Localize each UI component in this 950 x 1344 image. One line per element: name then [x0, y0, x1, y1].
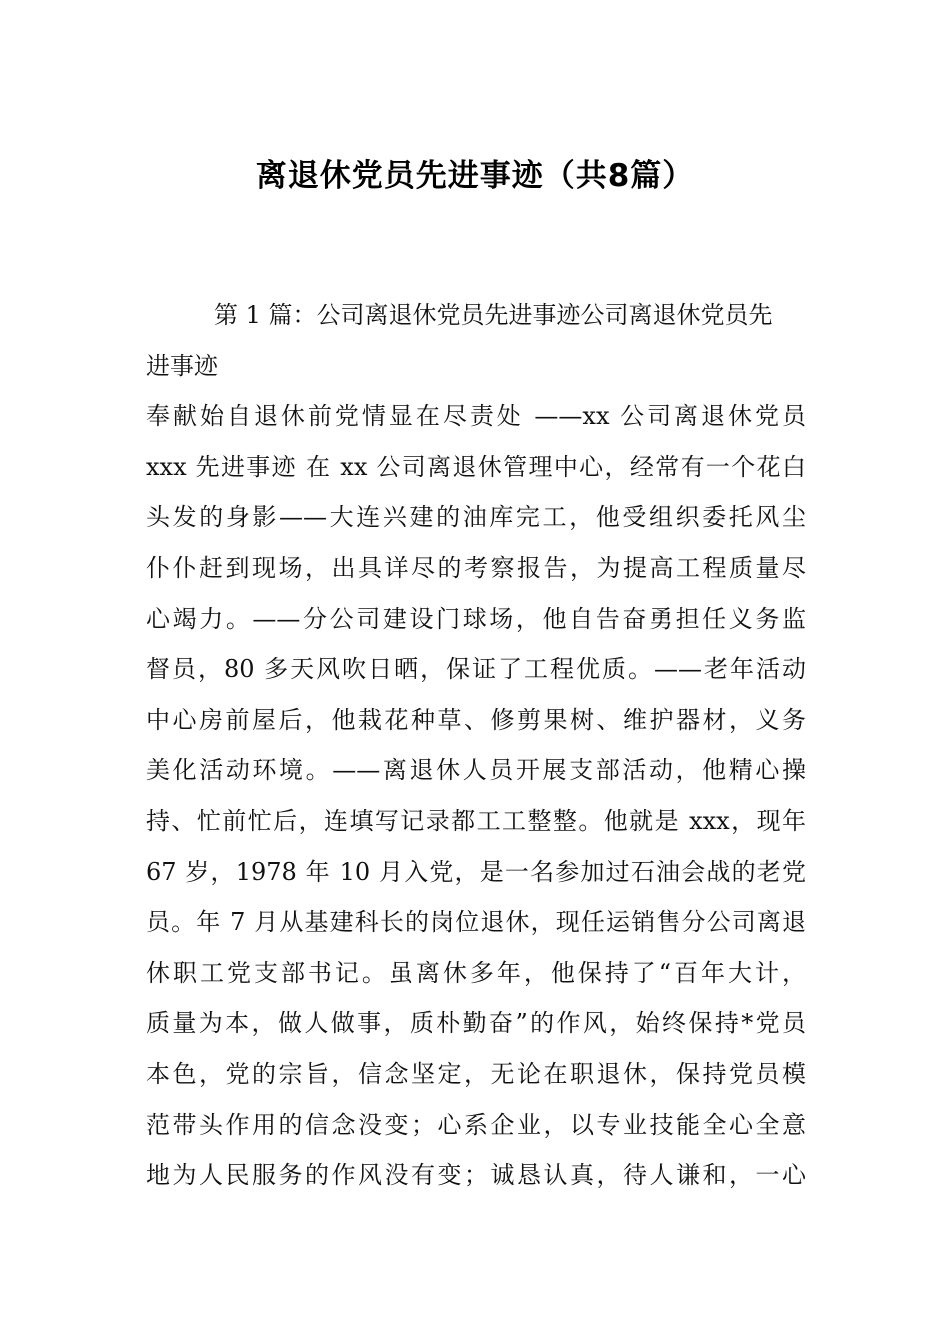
document-title: 离退休党员先进事迹（共8篇）	[255, 158, 695, 194]
body-line: 休职工党支部书记。虽离休多年，他保持了“百年大计，	[146, 958, 806, 987]
body-line: 质量为本，做人做事，质朴勤奋”的作风，始终保持*党员	[146, 1009, 806, 1038]
body-line: 持、忙前忙后，连填写记录都工工整整。他就是 xxx，现年	[146, 806, 806, 835]
document-body	[146, 290, 806, 1201]
body-line: 67 岁，1978 年 10 月入党，是一名参加过石油会战的老党	[146, 857, 806, 886]
body-line: 中心房前屋后，他栽花种草、修剪果树、维护器材，义务	[146, 705, 806, 734]
body-line: 员。年 7 月从基建科长的岗位退休，现任运销售分公司离退	[146, 908, 806, 937]
body-line: 地为人民服务的作风没有变；诚恳认真，待人谦和，一心	[146, 1161, 806, 1190]
body-line: 进事迹	[146, 351, 218, 380]
body-line: 仆仆赶到现场，出具详尽的考察报告，为提高工程质量尽	[146, 553, 806, 582]
body-line: 本色，党的宗旨，信念坚定，无论在职退休，保持党员模	[146, 1059, 806, 1088]
body-line: 心竭力。——分公司建设门球场，他自告奋勇担任义务监	[146, 604, 806, 633]
body-line: 范带头作用的信念没变；心系企业，以专业技能全心全意	[146, 1110, 806, 1139]
body-line: xxx 先进事迹 在 xx 公司离退休管理中心，经常有一个花白	[146, 452, 806, 481]
body-line: 第 1 篇：公司离退休党员先进事迹公司离退休党员先	[214, 301, 773, 329]
body-line: 奉献始自退休前党情显在尽责处 ——xx 公司离退休党员	[146, 402, 806, 431]
body-line: 头发的身影——大连兴建的油库完工，他受组织委托风尘	[146, 503, 806, 532]
body-line: 督员，80 多天风吹日晒，保证了工程优质。——老年活动	[146, 655, 806, 684]
body-line: 美化活动环境。——离退休人员开展支部活动，他精心操	[146, 756, 806, 785]
